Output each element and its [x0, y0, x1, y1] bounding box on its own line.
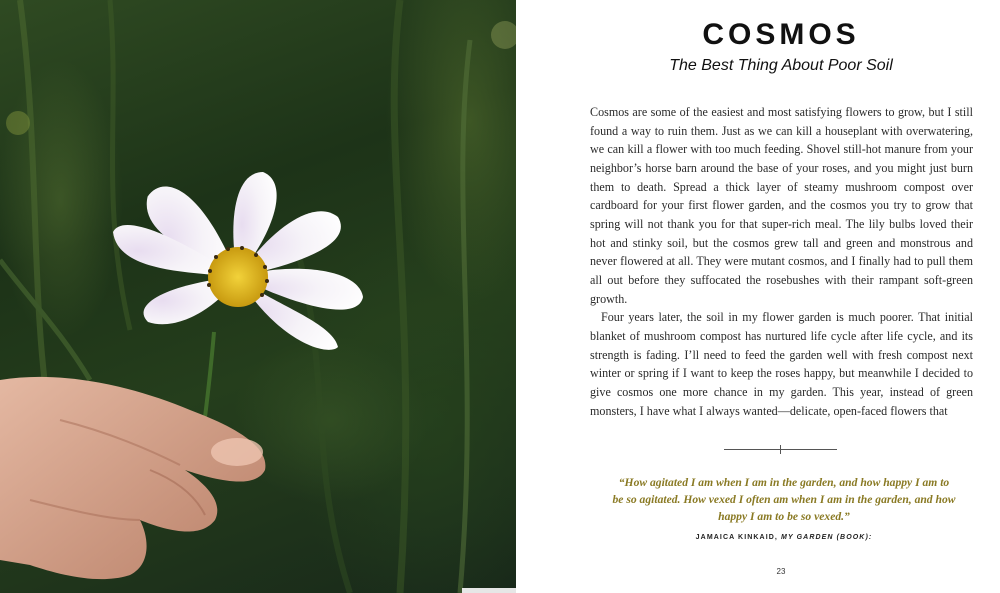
ornament-divider-tick: [780, 445, 781, 454]
page-number: 23: [776, 567, 786, 576]
hand: [0, 377, 265, 579]
chapter-subtitle: The Best Thing About Poor Soil: [669, 57, 893, 74]
body-paragraph-1: Cosmos are some of the easiest and most satisfying flowers to grow, but I still found a way to ruin them. Just as we can kill a houseplant with overwatering, we can kill a flower with too much feeding. Shovel still-hot manure from your neighbor’s horse barn around the base of your roses, and you might just burn them to death. Spread a thick layer of steamy mushroom compost over cardboard for your first flower garden, and the cosmos you try to grow that spring will not thank you for that super-rich meal. The lily bulbs loved their hot and stinky soil, but the cosmos grew tall and green and monstrous and never flowered at all. They were mutant cosmos, and I finally had to pull them all out before they suffocated the rosebushes with their rampant soft-green growth.: [590, 105, 973, 306]
chapter-title: COSMOS: [702, 18, 860, 51]
book-page: [516, 0, 1000, 593]
quote-book: MY GARDEN (BOOK):: [781, 534, 873, 541]
pull-quote: “How agitated I am when I am in the garden, and how happy I am to be so agitated. How vexed I often am when I am in the garden, and how happy I am to be so vexed.”: [612, 476, 956, 523]
body-paragraph-2: Four years later, the soil in my flower garden is much poorer. That initial blanket of mushroom compost has nurtured life cycle after life cycle, and its strength is fading. I’ll need to feed the garden well with fresh compost next winter or spring if I want to keep the roses happy, but meanwhile I decided to give cosmos one more chance in my garden. This year, instead of green monsters, I have what I always wanted—delicate, open-faced flowers that: [590, 310, 973, 418]
cosmos-flower: [113, 172, 363, 350]
quote-attribution: [612, 534, 956, 541]
page-edge-strip: [462, 588, 516, 593]
body-text: [590, 103, 973, 420]
quote-author: JAMAICA KINKAID,: [695, 534, 782, 541]
